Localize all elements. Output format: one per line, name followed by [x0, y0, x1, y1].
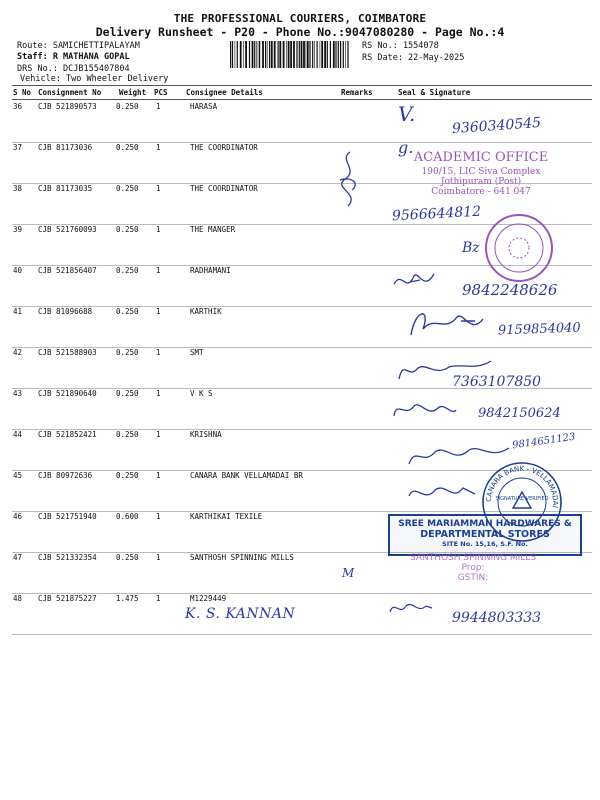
cell-pcs: 1 — [156, 225, 161, 234]
cell-pcs: 1 — [156, 348, 161, 357]
cell-consignee: KRISHNA — [190, 430, 222, 439]
sig-row39: Bz — [462, 240, 480, 256]
barcode — [230, 41, 352, 68]
remark-row47: M — [342, 566, 355, 580]
cell-cons: CJB 521875227 — [38, 594, 97, 603]
cell-pcs: 1 — [156, 389, 161, 398]
name-row48: K. S. KANNAN — [185, 606, 296, 622]
header-top-rule — [12, 85, 592, 86]
cell-weight: 0.250 — [116, 389, 139, 398]
route: Route: SAMICHETTIPALAYAM — [17, 41, 140, 51]
store-stamp-line3: SITE No. 15,16, S.F. No. — [442, 540, 528, 548]
rs-no: RS No.: 1554078 — [362, 41, 439, 51]
cell-consignee: RADHAMANI — [190, 266, 231, 275]
runsheet-subtitle: Delivery Runsheet - P20 - Phone No.:9047080280 - Page No.:4 — [95, 25, 505, 39]
cell-cons: CJB 80972636 — [38, 471, 93, 480]
cell-weight: 0.250 — [116, 307, 139, 316]
cell-sno: 41 — [13, 307, 23, 316]
cell-consignee: THE COORDINATOR — [190, 184, 258, 193]
cell-weight: 0.250 — [116, 430, 139, 439]
cell-weight: 0.250 — [116, 471, 139, 480]
santhosh-stamp-line2: Prop: — [461, 563, 485, 573]
signature-row44 — [405, 440, 515, 470]
col-pcs: PCS — [154, 88, 168, 97]
company-title: THE PROFESSIONAL COURIERS, COIMBATORE — [173, 12, 427, 25]
round-seal-stamp — [483, 212, 555, 284]
phone-row40: 9842248626 — [462, 281, 558, 299]
cell-pcs: 1 — [156, 594, 161, 603]
cell-consignee: KARTHIK — [190, 307, 222, 316]
santhosh-stamp-line1: SANTHOSH SPINNING MILLS — [409, 553, 537, 563]
cell-weight: 0.250 — [116, 348, 139, 357]
academic-stamp-title: ACADEMIC OFFICE — [413, 150, 549, 165]
cell-sno: 48 — [13, 594, 23, 603]
rs-date: RS Date: 22-May-2025 — [362, 53, 465, 63]
santhosh-stamp — [378, 553, 568, 583]
cell-sno: 44 — [13, 430, 23, 439]
cell-pcs: 1 — [156, 553, 161, 562]
cell-sno: 40 — [13, 266, 23, 275]
cell-weight: 0.250 — [116, 225, 139, 234]
signature-row48 — [386, 598, 436, 618]
cell-pcs: 1 — [156, 266, 161, 275]
academic-office-stamp — [396, 150, 566, 197]
col-sno: S No — [13, 88, 32, 97]
header-bottom-rule — [12, 99, 592, 100]
cell-consignee: V K S — [190, 389, 213, 398]
cell-sno: 39 — [13, 225, 23, 234]
cell-consignee: THE MANGER — [190, 225, 236, 234]
signature-row41 — [405, 305, 495, 341]
signature-row43 — [390, 396, 460, 424]
cell-weight: 0.600 — [116, 512, 139, 521]
cell-consignee: THE COORDINATOR — [190, 143, 258, 152]
phone-row43: 9842150624 — [478, 406, 561, 421]
canara-seal-center: SIGNATURE VERIFIED — [495, 496, 549, 502]
academic-stamp-line3: Coimbatore - 641 047 — [431, 187, 531, 197]
cell-sno: 36 — [13, 102, 23, 111]
store-stamp-line2: DEPARTMENTAL STORES — [420, 529, 550, 540]
drs-no: DRS No.: DCJB155407804 — [17, 64, 130, 74]
cell-cons: CJB 521852421 — [38, 430, 97, 439]
cell-weight: 0.250 — [116, 266, 139, 275]
cell-sno: 42 — [13, 348, 23, 357]
store-stamp-line1: SREE MARIAMMAN HARDWARES & — [398, 519, 572, 529]
phone-row36: 9360340545 — [451, 114, 542, 138]
cell-cons: CJB 521856407 — [38, 266, 97, 275]
academic-stamp-line2: Jothipuram (Post) — [440, 177, 522, 187]
cell-pcs: 1 — [156, 307, 161, 316]
cell-weight: 0.250 — [116, 143, 139, 152]
cell-cons: CJB 521588903 — [38, 348, 97, 357]
phone-row44: 9814651123 — [511, 431, 577, 452]
cell-consignee: KARTHIKAI TEXILE — [190, 512, 263, 521]
cell-cons: CJB 521890573 — [38, 102, 97, 111]
cell-consignee: HARASA — [190, 102, 218, 111]
cell-cons: CJB 81173035 — [38, 184, 93, 193]
cell-sno: 37 — [13, 143, 23, 152]
cell-pcs: 1 — [156, 430, 161, 439]
cell-sno: 38 — [13, 184, 23, 193]
cell-weight: 0.250 — [116, 102, 139, 111]
signature-scribble-37 — [330, 150, 370, 210]
cell-cons: CJB 521890640 — [38, 389, 97, 398]
phone-row38: 9566644812 — [391, 203, 482, 225]
cell-consignee: M1229449 — [190, 594, 227, 603]
cell-pcs: 1 — [156, 184, 161, 193]
col-remarks: Remarks — [341, 88, 373, 97]
col-consignment: Consignment No — [38, 88, 102, 97]
phone-row41: 9159854040 — [497, 320, 581, 339]
cell-sno: 43 — [13, 389, 23, 398]
cell-pcs: 1 — [156, 471, 161, 480]
col-weight: Weight — [119, 88, 147, 97]
phone-row42: 7363107850 — [452, 374, 542, 390]
cell-pcs: 1 — [156, 143, 161, 152]
cell-consignee: CANARA BANK VELLAMADAI BR — [190, 471, 303, 480]
sig-row36: V. — [398, 102, 416, 126]
academic-stamp-line1: 190/15, LIC Siva Complex — [421, 167, 541, 177]
cell-pcs: 1 — [156, 102, 161, 111]
cell-weight: 0.250 — [116, 184, 139, 193]
cell-cons: CJB 81096688 — [38, 307, 93, 316]
cell-sno: 46 — [13, 512, 23, 521]
store-stamp — [388, 514, 582, 556]
cell-consignee: SMT — [190, 348, 204, 357]
cell-pcs: 1 — [156, 512, 161, 521]
phone-row48: 9944803333 — [452, 610, 542, 626]
cell-weight: 1.475 — [116, 594, 139, 603]
cell-weight: 0.250 — [116, 553, 139, 562]
cell-consignee: SANTHOSH SPINNING MILLS — [190, 553, 294, 562]
staff: Staff: R MATHANA GOPAL — [17, 52, 130, 62]
cell-sno: 45 — [13, 471, 23, 480]
signature-row40 — [390, 266, 450, 296]
col-seal-signature: Seal & Signature — [398, 88, 471, 97]
vehicle: Vehicle: Two Wheeler Delivery — [20, 74, 169, 84]
canara-seal-text: CANARA BANK - VELLAMADAI — [484, 464, 560, 509]
col-consignee: Consignee Details — [186, 88, 263, 97]
cell-cons: CJB 521332354 — [38, 553, 97, 562]
cell-cons: CJB 81173036 — [38, 143, 93, 152]
signature-row45 — [405, 478, 480, 508]
santhosh-stamp-line3: GSTIN: — [457, 573, 489, 583]
row-separator — [12, 634, 592, 635]
sig-row37: g. — [398, 138, 414, 157]
cell-cons: CJB 521760093 — [38, 225, 97, 234]
cell-cons: CJB 521751940 — [38, 512, 97, 521]
cell-sno: 47 — [13, 553, 23, 562]
